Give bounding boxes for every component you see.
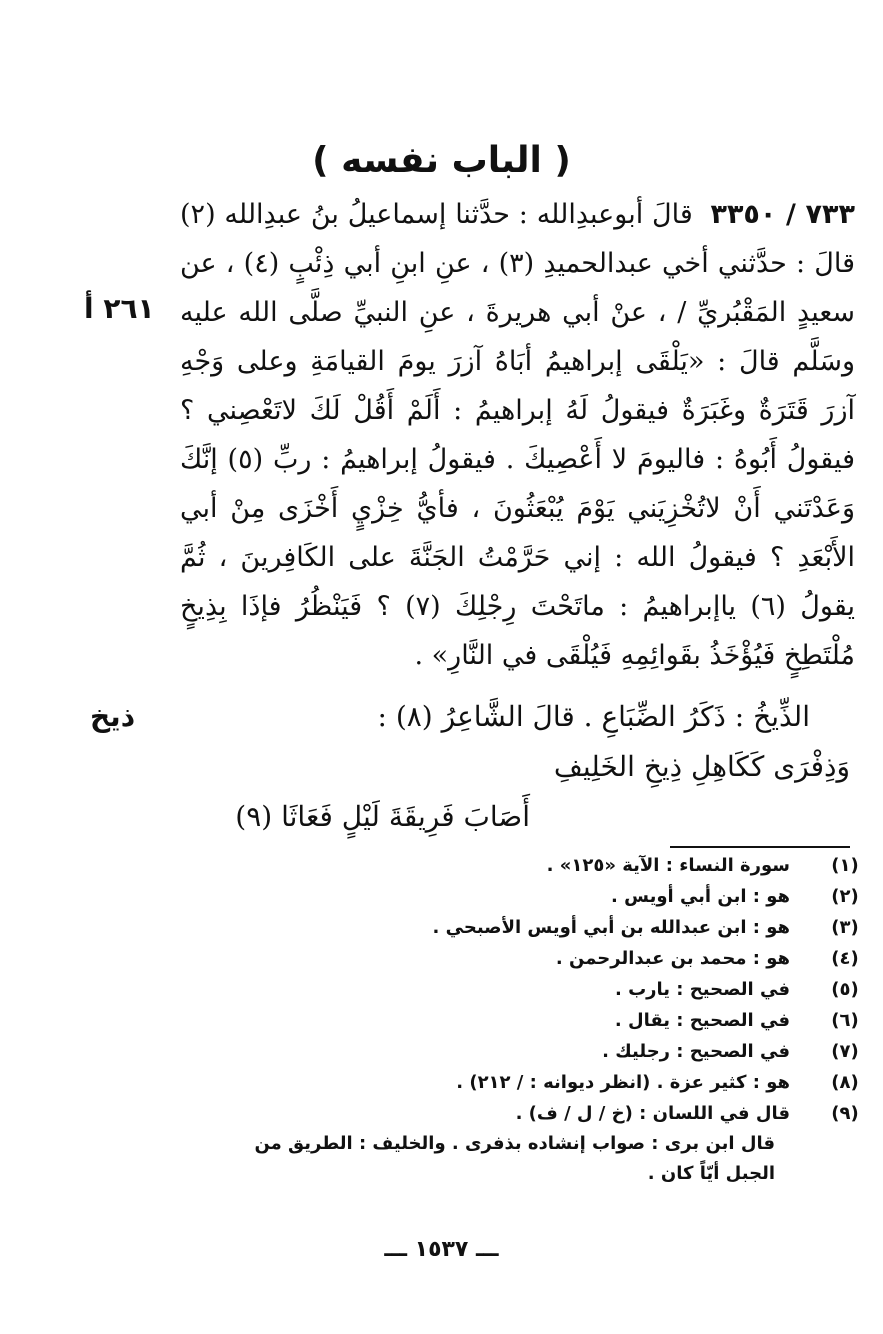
gloss-headword: ذيخ <box>90 700 136 733</box>
footnote-text: هو : ابن عبدالله بن أبي أويس الأصبحي . <box>432 917 790 938</box>
footnote-text: قال في اللسان : (خ / ل / ف) . <box>515 1103 790 1124</box>
footnote <box>180 1098 880 1129</box>
verse-line-1: وَذِفْرَى كَكَاهِلِ ذِيخِ الخَلِيفِ <box>553 750 850 783</box>
footnote-text: هو : محمد بن عبدالرحمن . <box>555 948 790 969</box>
hadith-text <box>180 190 855 680</box>
footnote-text: في الصحيح : يارب . <box>614 979 790 1000</box>
gloss-definition: الذِّيخُ : ذَكَرُ الضِّبَاعِ . قالَ الشَّاعِرُ (٨) : <box>377 700 810 733</box>
chapter-title: ( الباب نفسه ) <box>312 140 571 181</box>
footnote-number: (١) <box>831 855 859 876</box>
footnote-number: (٥) <box>831 979 859 1000</box>
footnote-number: (٣) <box>831 917 859 938</box>
hadith-number: ٧٣٣ / ٣٣٥٠ <box>710 199 855 230</box>
footnote-continuation: قال ابن برى : صواب إنشاده بذفرى . والخليف : الطريق من الجبل أيّاً كان . <box>254 1133 775 1184</box>
footnote <box>180 881 880 912</box>
footnote-number: (٩) <box>831 1103 859 1124</box>
footnote-number: (٨) <box>831 1072 859 1093</box>
footnote-number: (٤) <box>831 948 859 969</box>
footnote-text: هو : ابن أبي أويس . <box>611 886 790 907</box>
footnote <box>180 1005 880 1036</box>
folio-marker: ٢٦١ أ <box>84 292 155 325</box>
hadith-body: قالَ أبوعبدِالله : حدَّثنا إسماعيلُ بنُ عبدِالله (٢) قالَ : حدَّثني أخي عبدالحميدِ (٣) ، عنِ ابنِ أبي ذِئْبٍ (٤) ، عن سعيدٍ المَقْبُريِّ / ، عنْ أبي هريرةَ ، عنِ النبيِّ صلَّى الله عليه وسَلَّم قالَ : «يَلْقَى إبراهيمُ أبَاهُ آزرَ يومَ القيامَةِ وعلى وَجْهِ آزرَ قَتَرَةٌ وغَبَرَةٌ فيقولُ لَهُ إبراهيمُ : أَلَمْ أَقُلْ لَكَ لاتَعْصِني ؟ فيقولُ أَبُوهُ : فاليومَ لا أَعْصِيكَ . فيقولُ إبراهيمُ : ربِّ (٥) إنَّكَ وَعَدْتَني أَنْ لاتُخْزِيَني يَوْمَ يُبْعَثُونَ ، فأيُّ خِزْيٍ أَخْزَى مِنْ أبي الأَبْعَدِ ؟ فيقولُ الله : إني حَرَّمْتُ الجَنَّةَ على الكَافِرينَ ، ثُمَّ يقولُ (٦) ياإبراهيمُ : ماتَحْتَ رِجْلِكَ (٧) ؟ فَيَنْظُرُ فإذَا بِذِيخٍ مُلْتَطِخٍ فَيُؤْخَذُ بقَوائِمِهِ فَيُلْقَى في النَّارِ» . <box>180 199 856 671</box>
footnote-number: (٧) <box>831 1041 859 1062</box>
footnote <box>180 912 880 943</box>
page-number: ـــ ١٥٣٧ ـــ <box>384 1237 499 1262</box>
footnote-text: سورة النساء : الآية «١٢٥» . <box>546 855 790 876</box>
footnote <box>180 943 880 974</box>
verse-line-2: أَصَابَ فَرِيقَةَ لَيْلٍ فَعَاثَا (٩) <box>235 800 530 833</box>
footnote-text: هو : كثير عزة . (انظر ديوانه : / ٢١٢) . <box>456 1072 790 1093</box>
footnotes <box>180 850 880 1184</box>
footnote-separator <box>670 846 850 848</box>
footnote-text: في الصحيح : يقال . <box>614 1010 790 1031</box>
footnote <box>180 850 880 881</box>
footnote <box>180 1067 880 1098</box>
footnote-number: (٢) <box>831 886 859 907</box>
footnote-text: في الصحيح : رجليك . <box>602 1041 790 1062</box>
footnote-number: (٦) <box>831 1010 859 1031</box>
footnote <box>180 1036 880 1067</box>
footnote <box>180 974 880 1005</box>
